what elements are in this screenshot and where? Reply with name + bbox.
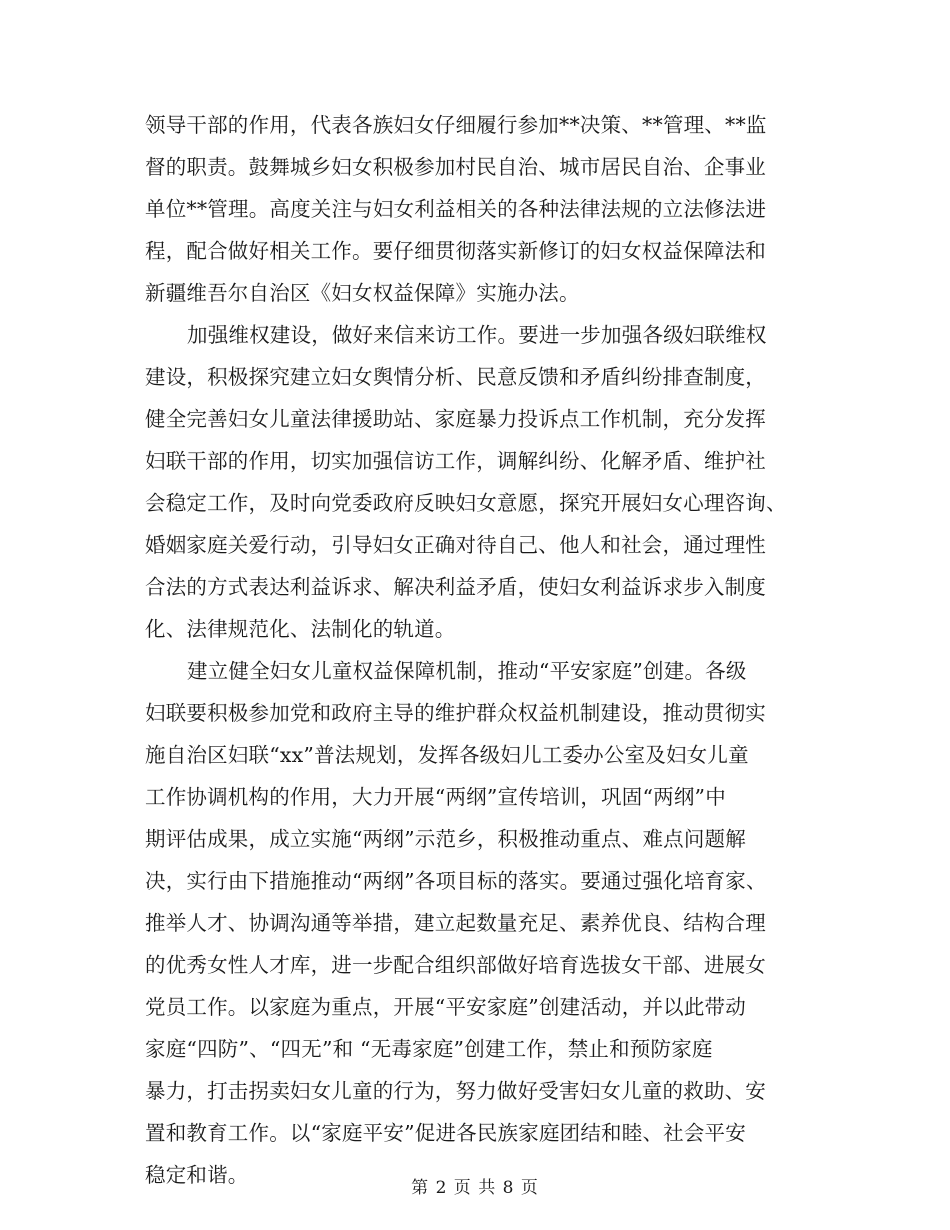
- text-line: 暴力，打击拐卖妇女儿童的行为，努力做好受害妇女儿童的救助、安: [145, 1079, 766, 1103]
- text-line: 化、法律规范化、法制化的轨道。: [145, 617, 456, 641]
- page-number-footer: 第 2 页 共 8 页: [411, 1178, 539, 1198]
- text-line: 程，配合做好相关工作。要仔细贯彻落实新修订的妇女权益保障法和: [145, 239, 766, 263]
- text-line: 党员工作。以家庭为重点，开展“平安家庭”创建活动，并以此带动: [145, 995, 746, 1019]
- text-line: 妇联干部的作用，切实加强信访工作，调解纠纷、化解矛盾、维护社: [145, 449, 766, 473]
- text-line: 新疆维吾尔自治区《妇女权益保障》实施办法。: [145, 281, 580, 305]
- text-line: 推举人才、协调沟通等举措，建立起数量充足、素养优良、结构合理: [145, 911, 766, 935]
- text-line: 决，实行由下措施推动“两纲”各项目标的落实。要通过强化培育家、: [145, 869, 767, 893]
- text-line: 家庭“四防”、“四无”和 “无毒家庭”创建工作，禁止和预防家庭: [145, 1037, 713, 1061]
- paragraph-first-line: 加强维权建设，做好来信来访工作。要进一步加强各级妇联维权: [187, 323, 767, 347]
- text-line: 期评估成果，成立实施“两纲”示范乡，积极推动重点、难点问题解: [145, 827, 746, 851]
- text-line: 工作协调机构的作用，大力开展“两纲”宣传培训，巩固“两纲”中: [145, 785, 726, 809]
- text-line: 的优秀女性人才库，进一步配合组织部做好培育选拔女干部、进展女: [145, 953, 766, 977]
- text-line: 建设，积极探究建立妇女舆情分析、民意反馈和矛盾纠纷排查制度，: [145, 365, 766, 389]
- body-text: [145, 104, 815, 1196]
- text-line: 督的职责。鼓舞城乡妇女积极参加村民自治、城市居民自治、企事业: [145, 155, 766, 179]
- text-line: 会稳定工作，及时向党委政府反映妇女意愿，探究开展妇女心理咨询、: [145, 491, 787, 515]
- paragraph-first-line: 建立健全妇女儿童权益保障机制，推动“平安家庭”创建。各级: [187, 659, 747, 683]
- text-line: 施自治区妇联“xx”普法规划，发挥各级妇儿工委办公室及妇女儿童: [145, 743, 749, 767]
- text-line: 领导干部的作用，代表各族妇女仔细履行参加**决策、**管理、**监: [145, 113, 767, 137]
- text-line: 单位**管理。高度关注与妇女利益相关的各种法律法规的立法修法进: [145, 197, 767, 221]
- text-line: 稳定和谐。: [145, 1163, 249, 1187]
- text-line: 健全完善妇女儿童法律援助站、家庭暴力投诉点工作机制，充分发挥: [145, 407, 766, 431]
- text-line: 婚姻家庭关爱行动，引导妇女正确对待自己、他人和社会，通过理性: [145, 533, 766, 557]
- text-line: 合法的方式表达利益诉求、解决利益矛盾，使妇女利益诉求步入制度: [145, 575, 766, 599]
- text-line: 置和教育工作。以“家庭平安”促进各民族家庭团结和睦、社会平安: [145, 1121, 746, 1145]
- text-line: 妇联要积极参加党和政府主导的维护群众权益机制建设，推动贯彻实: [145, 701, 766, 725]
